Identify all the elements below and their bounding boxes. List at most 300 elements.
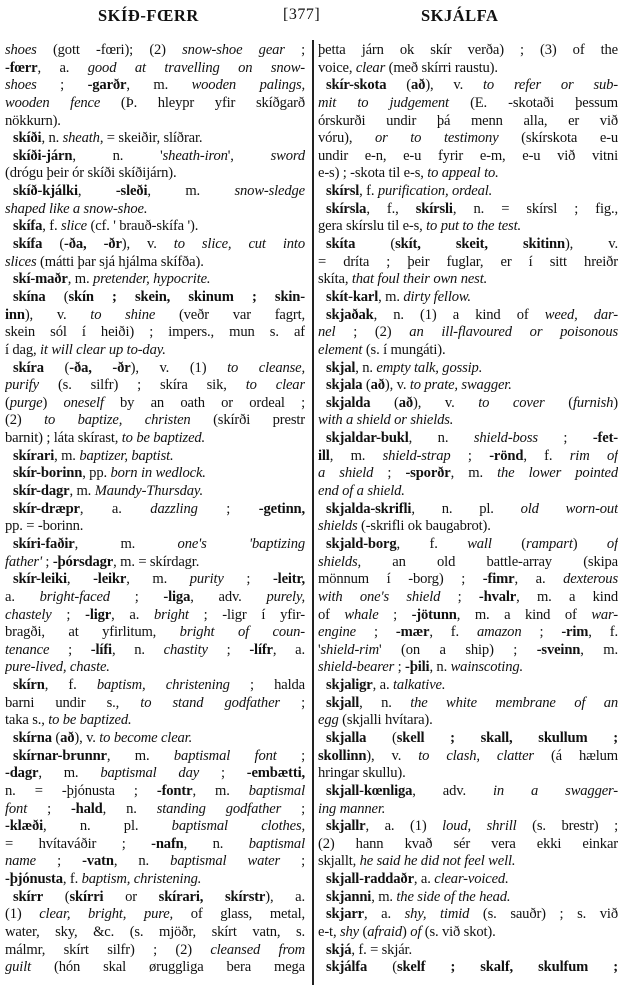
definition-italic: rim of (569, 447, 618, 464)
text-run: ; (197, 500, 259, 517)
guide-word-right: SKJÁLFA (421, 6, 499, 25)
text-line (5, 889, 305, 907)
definition-italic: to refer or sub- (483, 77, 618, 94)
text-line (318, 412, 618, 430)
definition-italic: snow-shoe gear (182, 42, 285, 58)
text-line (5, 254, 305, 272)
text-run: , a. (79, 500, 151, 517)
text-run: , = skeiðir, slíðrar. (99, 130, 203, 147)
headword: -fontr (156, 782, 193, 799)
text-run: (2) (5, 412, 45, 429)
text-run: , adv. (412, 782, 493, 799)
definition-italic: it will clear up to-day. (40, 341, 166, 358)
text-run: (gott -fœri); (2) (36, 42, 183, 58)
definition-italic: baptismal (248, 782, 305, 799)
text-line (5, 377, 305, 395)
text-line (5, 430, 305, 448)
headword: -rim (561, 624, 589, 641)
headword: skjaligr (326, 677, 373, 694)
text-run: ; halda (229, 677, 305, 694)
text-run: , (66, 571, 94, 588)
definition-italic: purge (9, 394, 43, 411)
definition-italic: to prate, swagger. (409, 377, 512, 394)
text-run: , n. (113, 853, 171, 870)
headword: skjá (326, 941, 352, 958)
text-run: , n. (1) a kind of (373, 306, 545, 323)
text-run: , a. (514, 571, 564, 588)
definition-italic: one's 'baptizing (177, 535, 305, 552)
definition-italic: baptismal clothes, (171, 818, 305, 835)
headword: -fimr (482, 571, 515, 588)
text-line (5, 624, 305, 642)
headword: skjall (326, 694, 360, 711)
text-run: ), v. (24, 306, 91, 323)
text-line (318, 765, 618, 783)
text-line (318, 130, 618, 148)
definition-italic: baptismal (248, 835, 305, 852)
definition-italic: tenance (5, 641, 50, 658)
left-column (5, 42, 305, 977)
definition-italic: to stand godfather (140, 694, 280, 711)
headword: skír-dræpr (13, 500, 80, 517)
text-line (5, 218, 305, 236)
text-run: ( (386, 77, 412, 94)
definition-italic: bright-faced (39, 588, 110, 605)
text-line (318, 289, 618, 307)
text-run: , n. (408, 430, 474, 447)
headword: að (60, 729, 75, 746)
text-run: (Þ. hleypr yfir skíðgarð (100, 94, 305, 111)
text-line (5, 77, 305, 95)
headword: -fet- (592, 430, 618, 447)
headword: skírn (13, 677, 45, 694)
text-run: ) (613, 394, 618, 411)
text-run: , f. (44, 677, 97, 694)
text-run: ; (440, 588, 479, 605)
definition-italic: wall (467, 535, 492, 552)
text-run: , n. (102, 800, 157, 817)
definition-italic: baptismal day (100, 765, 200, 782)
definition-italic: in a swagger- (492, 782, 618, 799)
text-run: , a. (272, 641, 305, 658)
text-run: ) (572, 535, 607, 552)
text-run: ; (356, 624, 396, 641)
text-line (318, 430, 618, 448)
text-run: , f. (588, 624, 618, 641)
text-line (318, 801, 618, 819)
text-line (5, 836, 305, 854)
definition-italic: font (5, 800, 28, 817)
definition-italic: to clash, clatter (418, 747, 534, 764)
text-line (318, 554, 618, 572)
text-run: (cf. ' brauð-skífa '). (86, 218, 199, 235)
headword: -rönd (489, 447, 524, 464)
text-line (318, 324, 618, 342)
headword: -lífi (90, 641, 112, 658)
text-line (5, 289, 305, 307)
text-line (5, 924, 305, 942)
guide-word-left: SKÍÐ-FŒRR (98, 6, 199, 25)
text-run: or (103, 888, 159, 905)
definition-italic: shield-rim (320, 641, 379, 658)
definition-italic: bright of coun- (179, 624, 305, 641)
text-line (5, 730, 305, 748)
definition-italic: purely, (266, 588, 305, 605)
text-line (318, 501, 618, 519)
text-run: , a. (372, 677, 393, 694)
text-run: ; (207, 641, 250, 658)
text-run: taka s., (5, 712, 49, 729)
headword: -sporðr (405, 465, 451, 482)
headword: skjarr (326, 906, 365, 923)
definition-italic: baptism, christening. (81, 871, 202, 888)
definition-italic: bright (154, 606, 189, 623)
text-run: vóru), (318, 130, 375, 147)
text-line (5, 324, 305, 342)
text-line (318, 271, 618, 289)
text-line (318, 42, 618, 60)
definition-italic: clear-voiced. (434, 871, 509, 888)
text-line (318, 307, 618, 325)
text-run: , f. = skjár. (351, 941, 412, 958)
text-run: , a. (364, 906, 405, 923)
text-line (318, 395, 618, 413)
text-run: , m. (450, 465, 498, 482)
definition-italic: purification, ordeal. (377, 183, 493, 200)
text-run: (-skrifli ok baugabrot). (357, 518, 491, 535)
headword: skjal (326, 359, 356, 376)
definition-italic: wooden fence (5, 94, 101, 111)
headword: skírnar-brunnr (13, 747, 107, 764)
headword: skelf ; skalf, skulfum ; (396, 959, 618, 976)
text-run: e-s) ; -skota til e-s, (318, 165, 428, 182)
headword: að (370, 377, 385, 394)
text-run: ; (49, 641, 91, 658)
text-line (318, 942, 618, 960)
text-run: ' (on a ship) ; (378, 641, 537, 658)
text-run: ( (544, 394, 573, 411)
headword: -ða, -ðr (64, 236, 122, 253)
headword: -embætti, (246, 765, 305, 782)
headword: skít, skeit, skitinn (395, 236, 565, 253)
definition-italic: with a shield or shields. (318, 412, 454, 429)
definition-italic: standing godfather (156, 800, 282, 817)
text-line (318, 377, 618, 395)
text-run: ), v. (1) (130, 359, 228, 376)
text-run: ( (370, 394, 399, 411)
text-run: ( (362, 377, 371, 394)
headword: -fœrr (5, 59, 38, 76)
headword: skín ; skein, skinum ; skin- (68, 288, 305, 305)
text-run: , a. (413, 871, 435, 888)
text-run: þetta járn ok skír verða) ; (3) of the (318, 42, 618, 58)
text-run: (1) (5, 906, 40, 923)
text-line (318, 254, 618, 272)
text-run: skjallt, (318, 853, 360, 870)
text-line (5, 518, 305, 536)
text-run: ( (358, 924, 368, 941)
text-run: of glass, metal, (173, 906, 305, 923)
text-run: n. = -þjónusta ; (5, 782, 157, 799)
text-line (318, 871, 618, 889)
text-run: ; (378, 606, 412, 623)
text-run: , n. (183, 835, 249, 852)
text-run: ; (199, 765, 247, 782)
definition-italic: whale (344, 606, 379, 623)
definition-italic: to appeal to. (427, 165, 499, 182)
text-line (5, 360, 305, 378)
definition-italic: a shield (318, 465, 374, 482)
headword: skírsli (415, 200, 453, 217)
text-run: ( (42, 236, 65, 253)
definition-italic: baptismal water (170, 853, 280, 870)
text-run: , m. (329, 447, 383, 464)
text-run: ; (41, 553, 53, 570)
text-line (318, 483, 618, 501)
definition-italic: to shine (90, 306, 156, 323)
text-line (5, 818, 305, 836)
definition-italic: an ill-flavoured or poisonous (409, 324, 618, 341)
text-line (318, 236, 618, 254)
headword: inn (5, 306, 25, 323)
definition-italic: sword (270, 147, 305, 164)
headword: skollinn (318, 747, 367, 764)
headword: skjallr (326, 818, 366, 835)
text-run: , m. (147, 183, 235, 200)
definition-italic: the white membrane of an (410, 694, 618, 711)
text-line (5, 783, 305, 801)
headword: skírari, skírstr (158, 888, 266, 905)
definition-italic: baptism, christening (96, 677, 230, 694)
text-line (5, 236, 305, 254)
text-run: ) (42, 394, 64, 411)
definition-italic: that foul their own nest. (351, 271, 488, 288)
definition-italic: element (318, 341, 363, 358)
text-run: , f. (396, 535, 468, 552)
text-run: , n. (41, 130, 63, 147)
text-line (5, 642, 305, 660)
headword: skjall-kœnliga (326, 782, 413, 799)
definition-italic: slices (5, 253, 37, 270)
text-run: , n. pl. (43, 818, 172, 835)
text-run: (E. -skotaði þessum (448, 94, 618, 111)
text-line (318, 783, 618, 801)
definition-italic: nel (318, 324, 336, 341)
headword: skjall-raddaðr (326, 871, 414, 888)
headword: skjaðak (326, 306, 374, 323)
text-line (5, 307, 305, 325)
text-run: í dag, (5, 341, 41, 358)
text-run: ( (43, 359, 70, 376)
text-line (5, 271, 305, 289)
text-line (5, 412, 305, 430)
headword: -þórsdagr (52, 553, 114, 570)
headword: skíra (13, 359, 44, 376)
text-run: of (318, 606, 345, 623)
text-line (5, 554, 305, 572)
text-run: ; (281, 800, 305, 817)
text-run: (veðr var fagrt, (155, 306, 305, 323)
definition-italic: shield-boss (473, 430, 538, 447)
text-line (5, 148, 305, 166)
headword: skír-leiki (13, 571, 67, 588)
headword: -þili (405, 659, 430, 676)
definition-italic: purify (5, 377, 39, 394)
text-run: gera skírslu til e-s, (318, 218, 427, 235)
right-column (318, 42, 618, 977)
text-run: pp. = -borinn. (5, 518, 84, 535)
text-run: undir e-n, e-u fyrir e-m, e-u við vitni (318, 147, 618, 164)
text-run: ( (491, 535, 526, 552)
text-line (5, 801, 305, 819)
headword: skjalda (326, 394, 371, 411)
text-run: , n. (429, 659, 451, 676)
headword: að (398, 394, 414, 411)
text-run: málmr, skírt silfr) ; (2) (5, 941, 211, 958)
headword: skír-skota (326, 77, 387, 94)
definition-italic: to slice, cut into (173, 236, 305, 253)
text-run: (á hælum (533, 747, 618, 764)
headword: ill (318, 447, 330, 464)
text-line (318, 889, 618, 907)
text-run: skein sól í heiði) ; impers., mun s. af (5, 324, 305, 341)
headword: -þjónusta (5, 871, 63, 888)
text-run: , m. (69, 483, 95, 500)
text-run: (mátti þar sjá hjálma skífða). (36, 253, 204, 270)
text-line (5, 607, 305, 625)
headword: skíði-járn (13, 147, 73, 164)
page-number: [377] (283, 6, 321, 23)
text-run: ; (279, 694, 305, 711)
definition-italic: good at travelling on snow- (87, 59, 305, 76)
text-line (5, 165, 305, 183)
text-line (5, 589, 305, 607)
text-run: , m. (371, 888, 397, 905)
text-run: (skírskota e-u (498, 130, 618, 147)
text-run: ( (5, 394, 10, 411)
definition-italic: snow-sledge (234, 183, 305, 200)
headword: -jötunn (411, 606, 457, 623)
definition-italic: clear (355, 59, 386, 76)
text-line (318, 536, 618, 554)
definition-italic: egg (318, 712, 339, 729)
text-run: bragði, at yfirlitum, (5, 624, 180, 641)
headword: -hvalr (478, 588, 517, 605)
text-line (318, 201, 618, 219)
definition-italic: end of a shield. (318, 483, 405, 500)
definition-italic: pure-lived, chaste. (5, 659, 110, 676)
text-line (318, 60, 618, 78)
definition-italic: slice (60, 218, 87, 235)
definition-italic: of (606, 535, 618, 552)
text-run: ; (51, 606, 86, 623)
definition-italic: Maundy-Thursday. (94, 483, 203, 500)
text-run: ; -ligr í yfir- (188, 606, 305, 623)
text-line (5, 659, 305, 677)
text-line (5, 501, 305, 519)
text-run: (s. í mungáti). (362, 341, 446, 358)
definition-italic: of (410, 924, 422, 941)
text-run: (með skírri raustu). (385, 59, 498, 76)
definition-italic: guilt (5, 959, 32, 976)
headword: -ligr (85, 606, 112, 623)
text-run: , a. (37, 59, 88, 76)
text-run: ) (401, 924, 411, 941)
text-run: ; (2) (335, 324, 410, 341)
text-run: , m. (74, 535, 178, 552)
text-line (318, 624, 618, 642)
headword: -liga (163, 588, 191, 605)
text-line (318, 853, 618, 871)
definition-italic: name (5, 853, 37, 870)
text-line (318, 95, 618, 113)
text-run: ; (279, 853, 305, 870)
text-run: (s. við skot). (421, 924, 496, 941)
text-run: ), a. (265, 888, 305, 905)
headword: -nafn (151, 835, 184, 852)
text-line (5, 765, 305, 783)
headword: -ða, -ðr (69, 359, 131, 376)
text-run: nökkurn). (5, 112, 61, 129)
headword: skít-karl (326, 288, 379, 305)
text-run: , n. ' (72, 147, 163, 164)
definition-italic: baptismal font (173, 747, 277, 764)
definition-italic: clear, bright, pure, (39, 906, 174, 923)
text-line (318, 836, 618, 854)
text-line (318, 518, 618, 536)
text-run: , f. (42, 218, 61, 235)
text-run: ; (27, 800, 71, 817)
definition-italic: sheath (62, 130, 100, 147)
text-line (318, 113, 618, 131)
text-run: , m. = skírdagr. (113, 553, 200, 570)
text-run: a. (5, 588, 40, 605)
text-run: , a. (1) (365, 818, 443, 835)
text-line (318, 571, 618, 589)
headword: -klæði (5, 818, 44, 835)
text-run: , f. (62, 871, 82, 888)
text-run: = hvítaváðir ; (5, 835, 152, 852)
text-line (318, 748, 618, 766)
definition-italic: to clear (245, 377, 305, 394)
definition-italic: cleansed from (210, 941, 305, 958)
definition-italic: furnish (572, 394, 614, 411)
text-line (318, 730, 618, 748)
text-run: , adv. (190, 588, 267, 605)
text-run: , m. (38, 765, 101, 782)
text-line (5, 571, 305, 589)
text-run: , f. (523, 447, 570, 464)
text-run: , n. (359, 694, 411, 711)
text-line (318, 218, 618, 236)
definition-italic: chastely (5, 606, 52, 623)
definition-italic: born in wedlock. (110, 465, 206, 482)
definition-italic: talkative. (392, 677, 446, 694)
text-line (5, 465, 305, 483)
headword: skír-borinn (13, 465, 83, 482)
headword: skína (13, 288, 46, 305)
headword: skíri-faðir (13, 535, 75, 552)
headword: -hald (70, 800, 103, 817)
definition-italic: the lower pointed (497, 465, 618, 482)
text-run: ; (450, 447, 490, 464)
text-line (318, 342, 618, 360)
text-line (5, 130, 305, 148)
definition-italic: mit to judgement (318, 94, 449, 111)
definition-italic: afraid (367, 924, 402, 941)
text-run: , n. (355, 359, 377, 376)
text-run: ; (394, 659, 406, 676)
